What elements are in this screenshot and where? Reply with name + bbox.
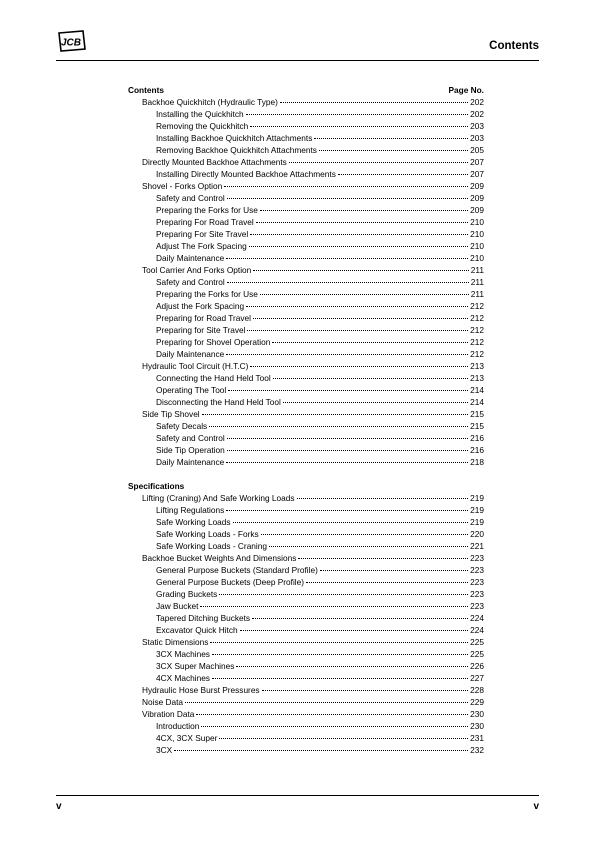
toc-entry-page: 231	[470, 733, 484, 743]
dot-leader	[297, 498, 469, 499]
toc-entry-title: Jaw Bucket	[156, 601, 199, 611]
toc-entry-title: Preparing For Road Travel	[156, 217, 254, 227]
dot-leader	[283, 402, 468, 403]
toc-entry-page: 210	[470, 229, 484, 239]
toc-entry-page: 223	[470, 601, 484, 611]
toc-entry[interactable]	[128, 516, 484, 528]
toc-entry-page: 226	[470, 661, 484, 671]
toc-entry-title: Backhoe Bucket Weights And Dimensions	[142, 553, 297, 563]
toc-entry-title: Hydraulic Tool Circuit (H.T.C)	[142, 361, 249, 371]
toc-entry-title: Introduction	[156, 721, 200, 731]
toc-entry-title: Vibration Data	[142, 709, 195, 719]
toc-entry-title: Installing the Quickhitch	[156, 109, 244, 119]
toc-entry-title: Directly Mounted Backhoe Attachments	[142, 157, 287, 167]
toc-entry-page: 223	[470, 553, 484, 563]
dot-leader	[228, 390, 468, 391]
toc-entry-page: 229	[470, 697, 484, 707]
dot-leader	[246, 114, 469, 115]
toc-entry-page: 212	[470, 325, 484, 335]
toc-entry[interactable]	[128, 648, 484, 660]
toc-entry-page: 225	[470, 649, 484, 659]
toc-entry[interactable]	[128, 252, 484, 264]
toc-entry[interactable]	[128, 540, 484, 552]
toc-entry-page: 210	[470, 241, 484, 251]
toc-entry-page: 225	[470, 637, 484, 647]
toc-entry-title: Safety and Control	[156, 193, 225, 203]
toc-entry-page: 215	[470, 421, 484, 431]
toc-entry[interactable]	[128, 420, 484, 432]
dot-leader	[224, 186, 468, 187]
toc-entry[interactable]	[128, 696, 484, 708]
toc-entry[interactable]	[128, 384, 484, 396]
toc-entry-page: 212	[470, 337, 484, 347]
toc-entry-title: Safety Decals	[156, 421, 208, 431]
toc-entry[interactable]	[128, 660, 484, 672]
toc-entry-page: 210	[470, 217, 484, 227]
dot-leader	[289, 162, 468, 163]
dot-leader	[226, 510, 468, 511]
toc-entry[interactable]	[128, 504, 484, 516]
dot-leader	[246, 306, 468, 307]
dot-leader	[250, 366, 468, 367]
dot-leader	[196, 714, 468, 715]
dot-leader	[219, 594, 468, 595]
dot-leader	[338, 174, 468, 175]
toc-entry-page: 213	[470, 373, 484, 383]
toc-entry[interactable]	[128, 744, 484, 756]
toc-entry[interactable]	[128, 240, 484, 252]
dot-leader	[269, 546, 468, 547]
dot-leader	[256, 222, 468, 223]
toc-entry-page: 214	[470, 397, 484, 407]
toc-entry-page: 230	[470, 721, 484, 731]
toc-entry-page: 212	[470, 349, 484, 359]
table-of-contents	[128, 84, 484, 756]
toc-entry-title: 3CX	[156, 745, 173, 755]
toc-entry-title: Installing Directly Mounted Backhoe Attachments	[156, 169, 336, 179]
toc-entry[interactable]	[128, 132, 484, 144]
dot-leader	[252, 618, 468, 619]
toc-entry[interactable]	[128, 264, 484, 276]
toc-entry-page: 202	[470, 109, 484, 119]
section-spacer	[128, 468, 484, 480]
dot-leader	[212, 654, 468, 655]
dot-leader	[185, 702, 468, 703]
toc-entry[interactable]	[128, 372, 484, 384]
toc-entry-page: 215	[470, 409, 484, 419]
dot-leader	[261, 534, 468, 535]
dot-leader	[320, 570, 468, 571]
toc-entry-page: 211	[470, 265, 484, 275]
dot-leader	[249, 246, 468, 247]
toc-entry-title: Adjust the Fork Spacing	[156, 301, 245, 311]
dot-leader	[298, 558, 468, 559]
toc-entry[interactable]	[128, 492, 484, 504]
toc-entry-page: 212	[470, 313, 484, 323]
dot-leader	[212, 678, 468, 679]
toc-entry-page: 203	[470, 133, 484, 143]
toc-entry[interactable]	[128, 444, 484, 456]
dot-leader	[260, 294, 469, 295]
toc-entry-title: Static Dimensions	[142, 637, 209, 647]
toc-entry-page: 232	[470, 745, 484, 755]
toc-entries-attachments	[128, 96, 484, 468]
toc-entry-title: Side Tip Operation	[156, 445, 225, 455]
toc-entry[interactable]	[128, 216, 484, 228]
toc-entry-page: 203	[470, 121, 484, 131]
toc-entry[interactable]	[128, 360, 484, 372]
toc-entry-title: Hydraulic Hose Burst Pressures	[142, 685, 260, 695]
dot-leader	[280, 102, 468, 103]
toc-entry[interactable]	[128, 624, 484, 636]
dot-leader	[314, 138, 468, 139]
toc-entry-title: Lifting (Craning) And Safe Working Loads	[142, 493, 295, 503]
toc-entry[interactable]	[128, 600, 484, 612]
toc-entry-title: Adjust The Fork Spacing	[156, 241, 247, 251]
toc-entry-page: 216	[470, 433, 484, 443]
dot-leader	[219, 738, 468, 739]
toc-entry[interactable]	[128, 408, 484, 420]
toc-entry-page: 228	[470, 685, 484, 695]
dot-leader	[233, 522, 469, 523]
footer-page-number-right: v	[533, 801, 539, 812]
dot-leader	[226, 354, 468, 355]
dot-leader	[319, 150, 468, 151]
toc-entry[interactable]	[128, 432, 484, 444]
toc-entry-title: Removing the Quickhitch	[156, 121, 249, 131]
toc-entry-title: Excavator Quick Hitch	[156, 625, 238, 635]
toc-entry[interactable]	[128, 192, 484, 204]
dot-leader	[200, 606, 468, 607]
dot-leader	[250, 234, 468, 235]
toc-entry-title: Backhoe Quickhitch (Hydraulic Type)	[142, 97, 278, 107]
toc-entry[interactable]	[128, 708, 484, 720]
toc-entry-page: 207	[470, 169, 484, 179]
toc-entry-page: 211	[470, 277, 484, 287]
dot-leader	[260, 210, 468, 211]
toc-entry-title: Side Tip Shovel	[142, 409, 200, 419]
toc-entry[interactable]	[128, 456, 484, 468]
dot-leader	[226, 462, 468, 463]
dot-leader	[240, 630, 469, 631]
toc-page-column-label: Page No.	[448, 85, 484, 95]
toc-entry-page: 221	[470, 541, 484, 551]
toc-entry-title: Noise Data	[142, 697, 184, 707]
toc-entry-title: 4CX, 3CX Super	[156, 733, 218, 743]
toc-entry-page: 205	[470, 145, 484, 155]
toc-entry-page: 211	[470, 289, 484, 299]
toc-entry-page: 212	[470, 301, 484, 311]
toc-entry-page: 207	[470, 157, 484, 167]
toc-entries-specifications	[128, 492, 484, 756]
toc-entry-page: 209	[470, 181, 484, 191]
jcb-logo	[56, 30, 86, 52]
dot-leader	[247, 330, 468, 331]
toc-entry-title: Installing Backhoe Quickhitch Attachments	[156, 133, 313, 143]
dot-leader	[273, 378, 468, 379]
toc-entry[interactable]	[128, 348, 484, 360]
toc-entry-title: General Purpose Buckets (Standard Profile)	[156, 565, 318, 575]
toc-entry[interactable]	[128, 156, 484, 168]
toc-entry[interactable]	[128, 552, 484, 564]
toc-entry-title: Daily Maintenance	[156, 457, 225, 467]
toc-entry-page: 224	[470, 625, 484, 635]
toc-entry-title: Safety and Control	[156, 277, 225, 287]
toc-entry-title: 3CX Super Machines	[156, 661, 235, 671]
dot-leader	[226, 258, 468, 259]
toc-entry-page: 219	[470, 493, 484, 503]
header-divider	[56, 60, 539, 61]
dot-leader	[210, 642, 468, 643]
toc-entry-page: 216	[470, 445, 484, 455]
toc-entry-title: Operating The Tool	[156, 385, 227, 395]
dot-leader	[227, 282, 469, 283]
toc-entry-title: Removing Backhoe Quickhitch Attachments	[156, 145, 317, 155]
toc-entry[interactable]	[128, 96, 484, 108]
toc-entry[interactable]	[128, 300, 484, 312]
toc-entry[interactable]	[128, 324, 484, 336]
toc-entry-title: Safety and Control	[156, 433, 225, 443]
toc-entry-title: 3CX Machines	[156, 649, 210, 659]
toc-entry[interactable]	[128, 228, 484, 240]
toc-entry[interactable]	[128, 312, 484, 324]
toc-entry[interactable]	[128, 588, 484, 600]
toc-entry[interactable]	[128, 108, 484, 120]
toc-entry-title: Lifting Regulations	[156, 505, 225, 515]
page-header-title: Contents	[489, 40, 539, 52]
toc-entry[interactable]	[128, 204, 484, 216]
toc-entry-title: Daily Maintenance	[156, 253, 225, 263]
dot-leader	[227, 450, 468, 451]
toc-entry-title: Safe Working Loads	[156, 517, 231, 527]
toc-entry-title: Preparing For Site Travel	[156, 229, 249, 239]
toc-heading-row	[128, 84, 484, 96]
toc-entry-title: Daily Maintenance	[156, 349, 225, 359]
dot-leader	[250, 126, 468, 127]
toc-entry[interactable]	[128, 636, 484, 648]
dot-leader	[202, 414, 469, 415]
toc-entry-title: Tool Carrier And Forks Option	[142, 265, 252, 275]
toc-entry-title: Preparing the Forks for Use	[156, 289, 258, 299]
toc-entry-page: 223	[470, 577, 484, 587]
dot-leader	[227, 438, 468, 439]
toc-entry-page: 202	[470, 97, 484, 107]
toc-entry-title: Tapered Ditching Buckets	[156, 613, 251, 623]
toc-entry[interactable]	[128, 120, 484, 132]
svg-text:JCB: JCB	[60, 37, 82, 49]
toc-entry-page: 220	[470, 529, 484, 539]
toc-entry-title: Preparing for Site Travel	[156, 325, 246, 335]
toc-entry[interactable]	[128, 564, 484, 576]
toc-entry[interactable]	[128, 288, 484, 300]
toc-entry[interactable]	[128, 684, 484, 696]
toc-entry-page: 227	[470, 673, 484, 683]
toc-entry-page: 219	[470, 517, 484, 527]
toc-entry[interactable]	[128, 396, 484, 408]
toc-entry[interactable]	[128, 336, 484, 348]
dot-leader	[253, 318, 468, 319]
toc-entry-page: 219	[470, 505, 484, 515]
dot-leader	[236, 666, 468, 667]
toc-entry-title: Preparing the Forks for Use	[156, 205, 258, 215]
toc-entry[interactable]	[128, 612, 484, 624]
toc-entry-page: 213	[470, 361, 484, 371]
toc-entry-page: 209	[470, 193, 484, 203]
toc-entry-title: General Purpose Buckets (Deep Profile)	[156, 577, 305, 587]
toc-entry-title: Connecting the Hand Held Tool	[156, 373, 271, 383]
toc-entry-title: Safe Working Loads - Forks	[156, 529, 259, 539]
dot-leader	[262, 690, 469, 691]
toc-entry-page: 224	[470, 613, 484, 623]
toc-heading-label: Contents	[128, 85, 164, 95]
toc-entry-title: Preparing for Shovel Operation	[156, 337, 271, 347]
toc-entry-page: 223	[470, 565, 484, 575]
toc-entry-title: 4CX Machines	[156, 673, 210, 683]
toc-entry-page: 214	[470, 385, 484, 395]
toc-entry[interactable]	[128, 528, 484, 540]
footer-page-number-left: v	[56, 801, 62, 812]
toc-entry-page: 223	[470, 589, 484, 599]
dot-leader	[227, 198, 468, 199]
toc-entry[interactable]	[128, 144, 484, 156]
toc-entry[interactable]	[128, 576, 484, 588]
toc-entry[interactable]	[128, 732, 484, 744]
dot-leader	[174, 750, 468, 751]
dot-leader	[272, 342, 468, 343]
toc-entry-page: 230	[470, 709, 484, 719]
toc-entry[interactable]	[128, 168, 484, 180]
toc-entry-title: Preparing for Road Travel	[156, 313, 252, 323]
toc-entry-title: Safe Working Loads - Craning	[156, 541, 267, 551]
dot-leader	[253, 270, 468, 271]
toc-entry-page: 210	[470, 253, 484, 263]
toc-entry[interactable]	[128, 180, 484, 192]
toc-entry-title: Grading Buckets	[156, 589, 218, 599]
toc-section-heading: Specifications	[128, 481, 185, 491]
toc-entry[interactable]	[128, 672, 484, 684]
toc-entry-title: Shovel - Forks Option	[142, 181, 223, 191]
footer-divider	[56, 795, 539, 796]
toc-entry[interactable]	[128, 276, 484, 288]
toc-entry-page: 209	[470, 205, 484, 215]
dot-leader	[306, 582, 468, 583]
dot-leader	[209, 426, 468, 427]
toc-entry-page: 218	[470, 457, 484, 467]
dot-leader	[201, 726, 468, 727]
toc-entry-title: Disconnecting the Hand Held Tool	[156, 397, 281, 407]
toc-entry[interactable]	[128, 720, 484, 732]
